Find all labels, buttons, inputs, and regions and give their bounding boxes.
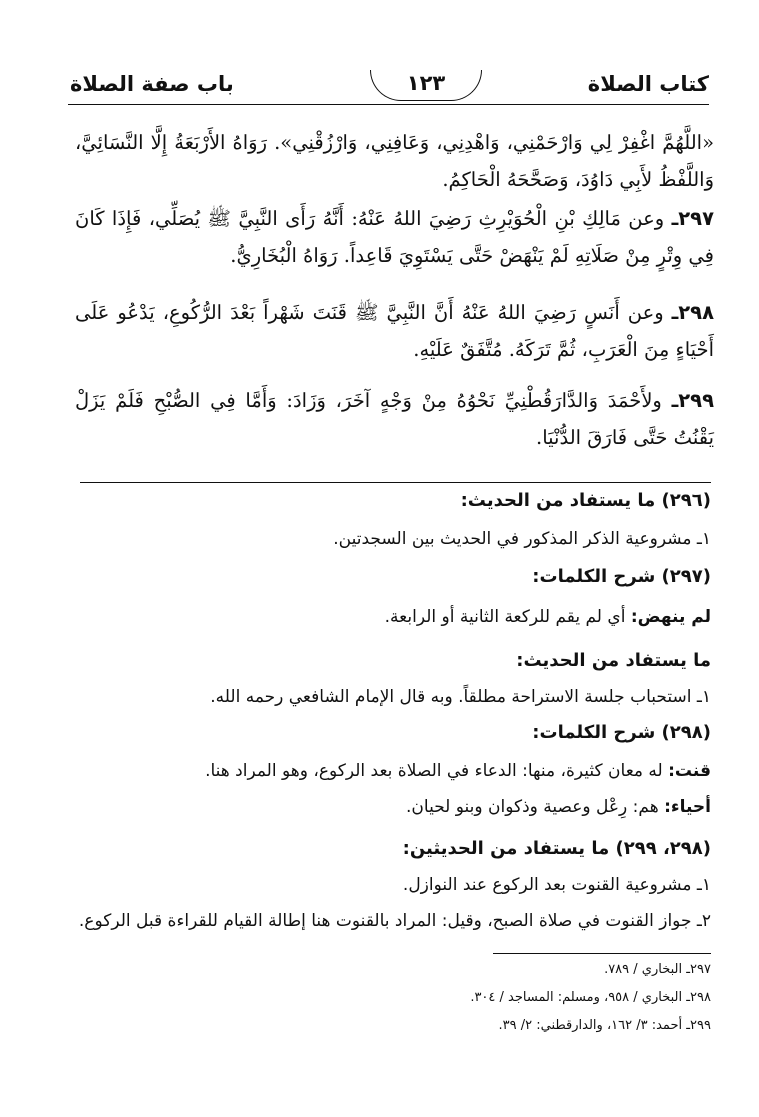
word-term: أحياء: xyxy=(664,797,711,817)
hadith-298 xyxy=(75,294,714,368)
page-number: ١٢٣ xyxy=(370,70,482,101)
footnote-divider xyxy=(493,953,711,954)
page-header xyxy=(70,70,709,106)
benefit-item: ١ـ استحباب جلسة الاستراحة مطلقاً. وبه قال الإمام الشافعي رحمه الله. xyxy=(210,687,711,707)
hadith-text: وعن مَالِكِ بْنِ الْحُوَيْرِثِ رَضِيَ اللهُ عَنْهُ: أَنَّهُ رَأَى النَّبِيَّ ﷺ يُصَلِّي، فَإِذَا كَانَ فِي وِتْرٍ مِنْ صَلَاتِهِ لَمْ يَنْهَضْ حَتَّى يَسْتَوِيَ قَاعِداً. رَوَاهُ الْبُخَارِيُّ. xyxy=(75,207,714,267)
word-term: لم ينهض: xyxy=(630,607,711,627)
word-definition-text: له معان كثيرة، منها: الدعاء في الصلاة بعد الركوع، وهو المراد هنا. xyxy=(205,761,669,781)
hadith-number: ٢٩٧ـ xyxy=(671,207,714,230)
hadith-299 xyxy=(75,382,714,456)
footnote: ٢٩٩ـ أحمد: ٣/ ١٦٢، والدارقطني: ٢/ ٣٩. xyxy=(498,1018,711,1033)
benefits-heading-298-299: (٢٩٨، ٢٩٩) ما يستفاد من الحديثين: xyxy=(402,838,711,859)
benefit-item: ١ـ مشروعية القنوت بعد الركوع عند النوازل. xyxy=(402,875,711,895)
footnote: ٢٩٧ـ البخاري / ٧٨٩. xyxy=(604,962,711,977)
word-definition xyxy=(65,756,711,786)
words-heading-297: (٢٩٧) شرح الكلمات: xyxy=(532,566,711,587)
benefits-heading-297: ما يستفاد من الحديث: xyxy=(516,650,711,671)
benefits-heading-296: (٢٩٦) ما يستفاد من الحديث: xyxy=(460,490,711,511)
word-definition xyxy=(65,792,711,822)
word-term: قنت: xyxy=(668,761,711,781)
benefit-item: ٢ـ جواز القنوت في صلاة الصبح، وقيل: المراد بالقنوت هنا إطالة القيام للقراءة قبل الركوع. xyxy=(78,911,711,931)
hadith-297 xyxy=(75,200,714,274)
hadith-296-continuation xyxy=(75,124,714,198)
benefit-item: ١ـ مشروعية الذكر المذكور في الحديث بين السجدتين. xyxy=(333,529,711,549)
hadith-text: «اللَّهُمَّ اغْفِرْ لِي وَارْحَمْنِي، وَاهْدِنِي، وَعَافِنِي، وَارْزُقْنِي». رَوَاهُ الأَرْبَعَةُ إِلَّا النَّسَائِيَّ، وَاللَّفْظُ لأَبِي دَاوُدَ، وَصَحَّحَهُ الْحَاكِمُ. xyxy=(75,131,714,191)
word-definition-text: هم: رِعْل وعصية وذكوان وبنو لحيان. xyxy=(406,797,665,817)
word-definition xyxy=(65,602,711,632)
header-rule xyxy=(68,104,709,105)
words-heading-298: (٢٩٨) شرح الكلمات: xyxy=(532,722,711,743)
hadith-number: ٢٩٩ـ xyxy=(671,389,714,412)
section-divider xyxy=(80,482,711,483)
chapter-title: باب صفة الصلاة xyxy=(70,72,234,96)
hadith-number: ٢٩٨ـ xyxy=(671,301,714,324)
hadith-text: ولأَحْمَدَ وَالدَّارَقُطْنِيِّ نَحْوُهُ مِنْ وَجْهٍ آخَرَ، وَزَادَ: وَأَمَّا فِي الصُّبْحِ فَلَمْ يَزَلْ يَقْنُتُ حَتَّى فَارَقَ الدُّنْيَا. xyxy=(75,389,714,449)
hadith-text: وعن أَنَسٍ رَضِيَ اللهُ عَنْهُ أَنَّ النَّبِيَّ ﷺ قَنَتَ شَهْراً بَعْدَ الرُّكُوعِ، يَدْعُو عَلَى أَحْيَاءٍ مِنَ الْعَرَبِ، ثُمَّ تَرَكَهُ. مُتَّفَقٌ عَلَيْهِ. xyxy=(75,301,714,361)
word-definition-text: أي لم يقم للركعة الثانية أو الرابعة. xyxy=(384,607,631,627)
book-title: كتاب الصلاة xyxy=(587,72,709,96)
footnote: ٢٩٨ـ البخاري / ٩٥٨، ومسلم: المساجد / ٣٠٤. xyxy=(470,990,711,1005)
